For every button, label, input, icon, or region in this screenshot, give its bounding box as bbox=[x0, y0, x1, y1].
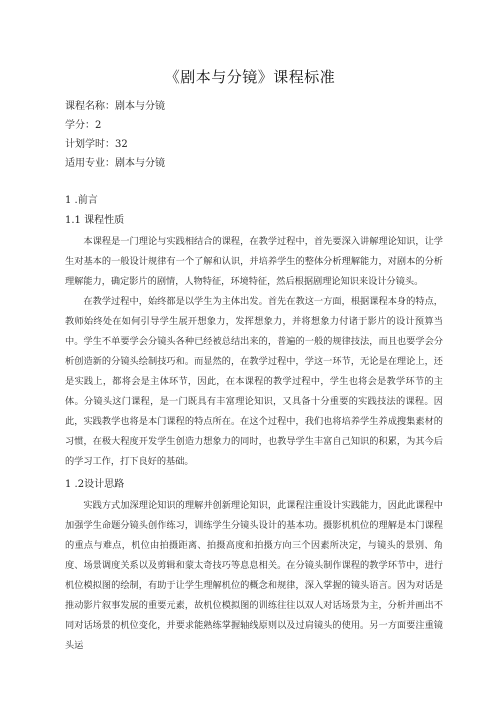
paragraph-teaching-process: 在教学过程中，始终都是以学生为主体出发。首先在教这一方面，根据课程本身的特点，教师始终处在如何引导学生展开想象力，发挥想象力，并将想象力付诸于影片的设计预算当中。学生不单要学会分镜头各种已经被总结出来的，普遍的一般的规律技法，而且也要学会分析创造新的分镜头绘制技巧和。而显然的，在教学过程中，学这一环节，无论是在理论上，还是实践上，都将会是主体环节，因此，在本课程的教学过程中，学生也将会是教学环节的主体。分镜头这门课程，是一门既具有丰富理论知识，又具备十分重要的实践技法的课程。因此，实践教学也将是本门课程的特点所在。在这个过程中，我们也将培养学生养成搜集素材的习惯，在极大程度开发学生创造力想象力的同时，也教导学生丰富自己知识的积累，为其今后的学习工作，打下良好的基础。 bbox=[65, 296, 443, 467]
document-title: 《剧本与分镜》课程标准 bbox=[164, 68, 336, 86]
course-credits: 学分：2 bbox=[65, 120, 102, 131]
applicable-major: 适用专业：剧本与分镜 bbox=[65, 158, 165, 169]
paragraph-course-nature: 本课程是一门理论与实践相结合的课程，在教学过程中，首先要深入讲解理论知识，让学生对基本的一般设计规律有一个了解和认识，并培养学生的整体分析理解能力，对剧本的分析理解能力，确定影片的剧情，人物特征，环境特征，然后根据剧理论知识来设计分镜头。 bbox=[65, 236, 443, 287]
course-name: 课程名称：剧本与分镜 bbox=[65, 101, 165, 112]
section-nature-heading: 1.1 课程性质 bbox=[65, 215, 125, 226]
paragraph-design-idea: 实践方式加深理论知识的理解并创新理论知识，此课程注重设计实践能力，因此此课程中加强学生命题分镜头创作练习，训练学生分镜头设计的基本功。摄影机机位的理解是本门课程的重点与难点，机位由拍摄距离、拍摄高度和拍摄方向三个因素所决定，与镜头的景别、角度、场景调度关系以及剪辑和蒙太奇技巧等息息相关。在分镜头制作课程的教学环节中，进行机位模拟图的绘制，有助于让学生理解机位的概念和规律，深入掌握的镜头语言。因为对话是推动影片叙事发展的重要元素，故机位模拟图的训练往往以双人对话场景为主，分析并画出不同对话场景的机位变化，并要求能熟练掌握轴线原则以及过肩镜头的使用。另一方面要注重镜头运 bbox=[65, 500, 443, 651]
course-hours: 计划学时：32 bbox=[65, 139, 128, 150]
section-preface-heading: 1 .前言 bbox=[65, 195, 98, 206]
section-design-idea-heading: 1 .2设计思路 bbox=[65, 479, 125, 490]
